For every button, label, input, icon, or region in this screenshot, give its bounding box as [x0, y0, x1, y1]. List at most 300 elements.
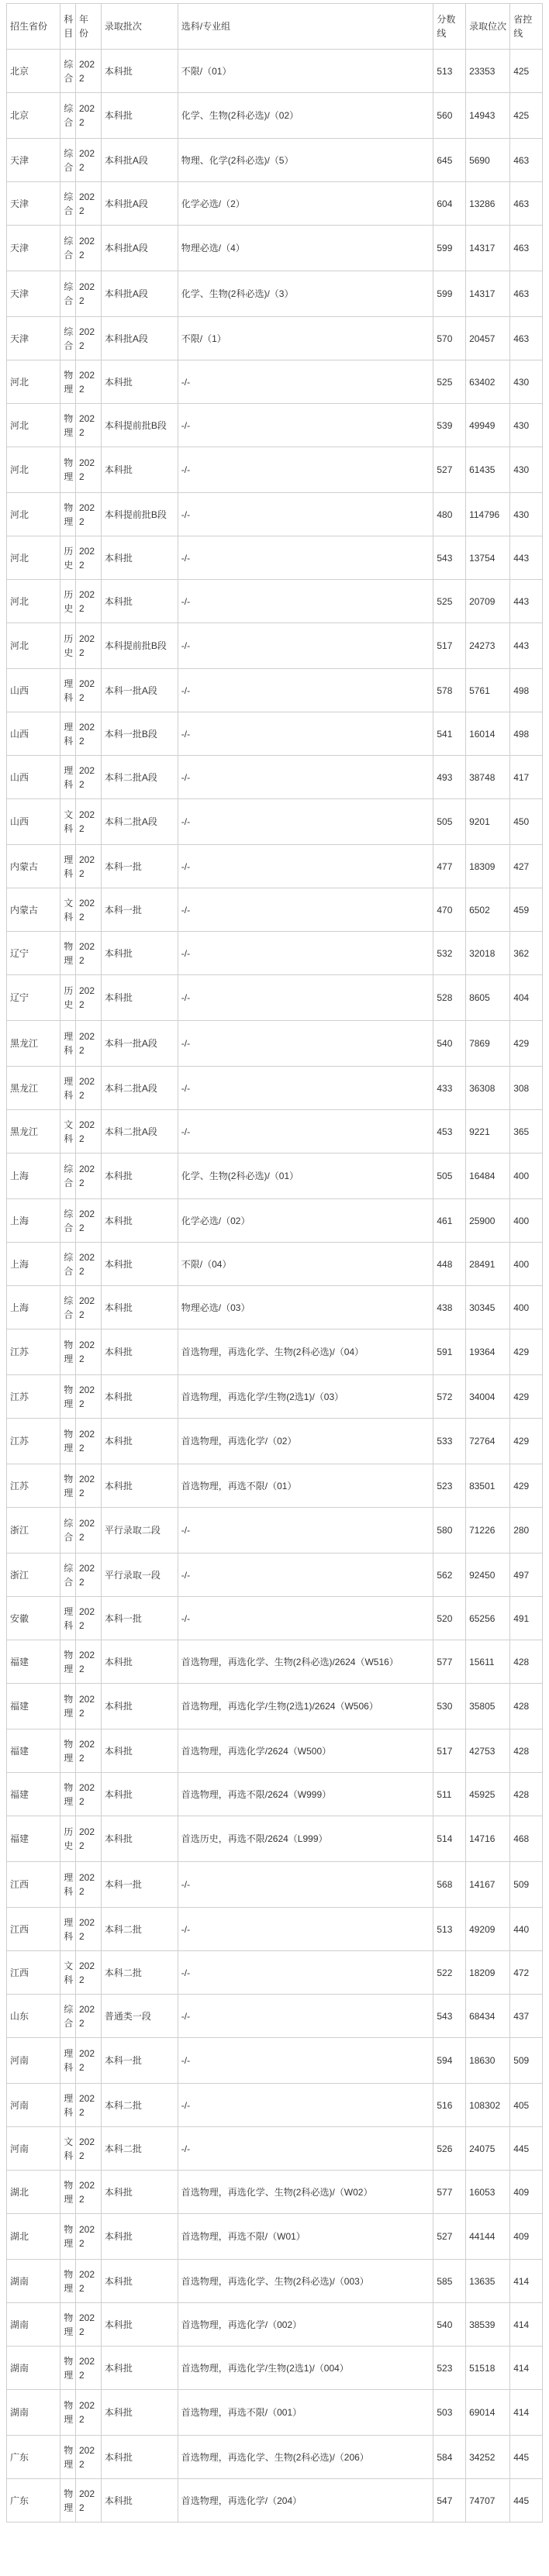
- cell-admission-rank: 38539: [466, 2303, 510, 2347]
- header-admission-rank: 录取位次: [466, 4, 510, 50]
- table-row: [7, 1729, 543, 1773]
- cell-batch: 本科批: [101, 2347, 178, 2390]
- cell-batch: 本科批: [101, 1419, 178, 1464]
- cell-score-line: 516: [433, 2084, 466, 2127]
- cell-subject-type: 理科: [60, 1597, 76, 1640]
- cell-control-line: 437: [510, 1995, 543, 2038]
- cell-control-line: 430: [510, 493, 543, 536]
- cell-admission-rank: 13754: [466, 536, 510, 580]
- cell-province: 河南: [7, 2038, 60, 2084]
- cell-province: 湖南: [7, 2347, 60, 2390]
- cell-score-line: 645: [433, 139, 466, 182]
- cell-subject-group: -/-: [178, 2084, 433, 2127]
- cell-batch: 本科批: [101, 1375, 178, 1419]
- cell-score-line: 599: [433, 226, 466, 271]
- cell-batch: 本科批: [101, 1684, 178, 1729]
- cell-subject-type: 理科: [60, 669, 76, 712]
- cell-subject-group: 化学、生物(2科必选)/（02）: [178, 93, 433, 139]
- cell-score-line: 532: [433, 932, 466, 975]
- cell-batch: 本科批: [101, 50, 178, 93]
- cell-admission-rank: 34004: [466, 1375, 510, 1419]
- cell-control-line: 409: [510, 2171, 543, 2214]
- cell-subject-type: 综合: [60, 50, 76, 93]
- cell-subject-type: 物理: [60, 493, 76, 536]
- cell-control-line: 440: [510, 1908, 543, 1951]
- cell-admission-rank: 9201: [466, 799, 510, 845]
- cell-batch: 本科一批A段: [101, 1021, 178, 1067]
- cell-year: 2022: [75, 2347, 101, 2390]
- cell-year: 2022: [75, 1684, 101, 1729]
- cell-control-line: 463: [510, 317, 543, 360]
- cell-admission-rank: 44144: [466, 2214, 510, 2260]
- cell-subject-group: 物理必选/（4）: [178, 226, 433, 271]
- cell-subject-group: -/-: [178, 1908, 433, 1951]
- cell-year: 2022: [75, 2171, 101, 2214]
- table-row: [7, 1951, 543, 1995]
- cell-province: 江西: [7, 1951, 60, 1995]
- cell-province: 河北: [7, 404, 60, 447]
- cell-subject-type: 理科: [60, 756, 76, 799]
- cell-control-line: 428: [510, 1773, 543, 1816]
- cell-batch: 本科一批: [101, 845, 178, 888]
- cell-year: 2022: [75, 845, 101, 888]
- cell-year: 2022: [75, 139, 101, 182]
- table-row: [7, 932, 543, 975]
- cell-year: 2022: [75, 2084, 101, 2127]
- cell-control-line: 362: [510, 932, 543, 975]
- cell-subject-type: 综合: [60, 226, 76, 271]
- cell-score-line: 477: [433, 845, 466, 888]
- cell-control-line: 445: [510, 2127, 543, 2171]
- table-row: [7, 2214, 543, 2260]
- table-row: [7, 1199, 543, 1243]
- cell-year: 2022: [75, 756, 101, 799]
- table-row: [7, 756, 543, 799]
- cell-admission-rank: 15611: [466, 1640, 510, 1684]
- cell-batch: 本科批: [101, 93, 178, 139]
- cell-score-line: 577: [433, 2171, 466, 2214]
- cell-score-line: 523: [433, 1464, 466, 1508]
- cell-batch: 本科二批: [101, 2127, 178, 2171]
- cell-control-line: 463: [510, 271, 543, 317]
- cell-admission-rank: 5690: [466, 139, 510, 182]
- cell-subject-group: -/-: [178, 404, 433, 447]
- cell-admission-rank: 51518: [466, 2347, 510, 2390]
- cell-subject-type: 物理: [60, 2214, 76, 2260]
- cell-batch: 本科一批: [101, 2038, 178, 2084]
- cell-province: 江苏: [7, 1375, 60, 1419]
- cell-subject-type: 理科: [60, 2038, 76, 2084]
- cell-province: 福建: [7, 1729, 60, 1773]
- cell-subject-type: 综合: [60, 1154, 76, 1199]
- cell-admission-rank: 28491: [466, 1243, 510, 1286]
- cell-score-line: 505: [433, 1154, 466, 1199]
- table-row: [7, 1464, 543, 1508]
- cell-score-line: 525: [433, 360, 466, 404]
- cell-admission-rank: 16014: [466, 712, 510, 756]
- cell-year: 2022: [75, 1021, 101, 1067]
- cell-score-line: 461: [433, 1199, 466, 1243]
- cell-year: 2022: [75, 182, 101, 226]
- cell-province: 山西: [7, 669, 60, 712]
- cell-score-line: 591: [433, 1329, 466, 1375]
- cell-control-line: 509: [510, 1862, 543, 1908]
- table-row: [7, 1067, 543, 1110]
- cell-subject-type: 文科: [60, 799, 76, 845]
- header-control-line: 省控线: [510, 4, 543, 50]
- cell-batch: 本科批: [101, 1729, 178, 1773]
- cell-subject-group: -/-: [178, 447, 433, 493]
- header-subject-group: 选科/专业组: [178, 4, 433, 50]
- cell-province: 上海: [7, 1243, 60, 1286]
- cell-batch: 本科批: [101, 536, 178, 580]
- cell-subject-group: -/-: [178, 669, 433, 712]
- cell-year: 2022: [75, 2479, 101, 2523]
- cell-score-line: 513: [433, 50, 466, 93]
- cell-subject-group: -/-: [178, 845, 433, 888]
- cell-year: 2022: [75, 1597, 101, 1640]
- cell-admission-rank: 35805: [466, 1684, 510, 1729]
- cell-batch: 本科提前批B段: [101, 623, 178, 669]
- table-row: [7, 2479, 543, 2523]
- cell-subject-type: 综合: [60, 139, 76, 182]
- cell-year: 2022: [75, 317, 101, 360]
- cell-admission-rank: 36308: [466, 1067, 510, 1110]
- cell-control-line: 405: [510, 2084, 543, 2127]
- cell-control-line: 430: [510, 404, 543, 447]
- cell-province: 北京: [7, 50, 60, 93]
- table-row: [7, 1508, 543, 1554]
- cell-admission-rank: 14317: [466, 271, 510, 317]
- cell-admission-rank: 23353: [466, 50, 510, 93]
- cell-subject-type: 理科: [60, 1021, 76, 1067]
- cell-subject-group: 首选物理，再选化学/（02）: [178, 1419, 433, 1464]
- cell-score-line: 520: [433, 1597, 466, 1640]
- cell-year: 2022: [75, 1862, 101, 1908]
- cell-control-line: 404: [510, 975, 543, 1021]
- cell-province: 浙江: [7, 1508, 60, 1554]
- table-row: [7, 271, 543, 317]
- cell-subject-group: 首选物理，再选化学/（002）: [178, 2303, 433, 2347]
- table-row: [7, 1329, 543, 1375]
- table-row: [7, 2303, 543, 2347]
- cell-batch: 本科批: [101, 2303, 178, 2347]
- cell-year: 2022: [75, 1554, 101, 1597]
- cell-subject-group: -/-: [178, 712, 433, 756]
- cell-batch: 本科一批: [101, 1597, 178, 1640]
- cell-admission-rank: 49949: [466, 404, 510, 447]
- cell-score-line: 543: [433, 536, 466, 580]
- table-row: [7, 1995, 543, 2038]
- cell-batch: 本科批A段: [101, 271, 178, 317]
- cell-province: 北京: [7, 93, 60, 139]
- cell-score-line: 527: [433, 447, 466, 493]
- cell-batch: 本科二批: [101, 1951, 178, 1995]
- cell-batch: 本科批: [101, 1199, 178, 1243]
- cell-province: 湖北: [7, 2214, 60, 2260]
- table-row: [7, 1375, 543, 1419]
- cell-batch: 本科批: [101, 1773, 178, 1816]
- table-row: [7, 1154, 543, 1199]
- cell-score-line: 514: [433, 1816, 466, 1862]
- cell-province: 江苏: [7, 1329, 60, 1375]
- cell-subject-group: 化学必选/（2）: [178, 182, 433, 226]
- cell-subject-group: 首选物理，再选化学/生物(2选1)/（004）: [178, 2347, 433, 2390]
- cell-province: 天津: [7, 139, 60, 182]
- table-header-row: [7, 4, 543, 50]
- cell-province: 湖南: [7, 2260, 60, 2303]
- cell-province: 河北: [7, 360, 60, 404]
- cell-subject-group: -/-: [178, 360, 433, 404]
- cell-year: 2022: [75, 1199, 101, 1243]
- cell-subject-type: 物理: [60, 1329, 76, 1375]
- cell-batch: 本科批A段: [101, 317, 178, 360]
- cell-subject-group: 化学、生物(2科必选)/（01）: [178, 1154, 433, 1199]
- cell-score-line: 599: [433, 271, 466, 317]
- cell-admission-rank: 14943: [466, 93, 510, 139]
- cell-control-line: 450: [510, 799, 543, 845]
- cell-subject-group: 首选物理，再选化学、生物(2科必选)/（04）: [178, 1329, 433, 1375]
- cell-year: 2022: [75, 1729, 101, 1773]
- cell-province: 山西: [7, 756, 60, 799]
- cell-subject-type: 物理: [60, 2390, 76, 2436]
- table-row: [7, 623, 543, 669]
- table-row: [7, 888, 543, 932]
- cell-subject-group: -/-: [178, 1597, 433, 1640]
- cell-batch: 本科提前批B段: [101, 493, 178, 536]
- cell-subject-group: -/-: [178, 756, 433, 799]
- cell-year: 2022: [75, 1419, 101, 1464]
- cell-province: 河北: [7, 536, 60, 580]
- cell-batch: 本科批: [101, 2479, 178, 2523]
- cell-score-line: 604: [433, 182, 466, 226]
- cell-province: 河南: [7, 2084, 60, 2127]
- table-row: [7, 1419, 543, 1464]
- cell-control-line: 491: [510, 1597, 543, 1640]
- cell-batch: 本科一批B段: [101, 712, 178, 756]
- cell-control-line: 427: [510, 845, 543, 888]
- cell-year: 2022: [75, 2214, 101, 2260]
- cell-admission-rank: 8605: [466, 975, 510, 1021]
- cell-admission-rank: 45925: [466, 1773, 510, 1816]
- cell-province: 福建: [7, 1684, 60, 1729]
- cell-subject-type: 理科: [60, 1067, 76, 1110]
- cell-control-line: 463: [510, 182, 543, 226]
- cell-province: 福建: [7, 1640, 60, 1684]
- cell-subject-type: 理科: [60, 1862, 76, 1908]
- cell-province: 天津: [7, 271, 60, 317]
- cell-batch: 本科批: [101, 1464, 178, 1508]
- cell-year: 2022: [75, 1816, 101, 1862]
- cell-admission-rank: 108302: [466, 2084, 510, 2127]
- cell-score-line: 533: [433, 1419, 466, 1464]
- cell-control-line: 463: [510, 139, 543, 182]
- cell-year: 2022: [75, 1995, 101, 2038]
- cell-score-line: 503: [433, 2390, 466, 2436]
- cell-score-line: 527: [433, 2214, 466, 2260]
- cell-admission-rank: 74707: [466, 2479, 510, 2523]
- cell-score-line: 568: [433, 1862, 466, 1908]
- cell-admission-rank: 34252: [466, 2436, 510, 2479]
- cell-score-line: 539: [433, 404, 466, 447]
- cell-batch: 本科一批A段: [101, 669, 178, 712]
- table-row: [7, 139, 543, 182]
- cell-control-line: 430: [510, 447, 543, 493]
- cell-admission-rank: 38748: [466, 756, 510, 799]
- cell-subject-group: -/-: [178, 1067, 433, 1110]
- cell-subject-type: 物理: [60, 2347, 76, 2390]
- cell-year: 2022: [75, 404, 101, 447]
- cell-batch: 本科一批: [101, 1862, 178, 1908]
- cell-score-line: 594: [433, 2038, 466, 2084]
- cell-admission-rank: 61435: [466, 447, 510, 493]
- cell-year: 2022: [75, 1110, 101, 1154]
- cell-control-line: 414: [510, 2260, 543, 2303]
- cell-province: 湖北: [7, 2171, 60, 2214]
- table-row: [7, 182, 543, 226]
- cell-control-line: 428: [510, 1684, 543, 1729]
- cell-admission-rank: 18209: [466, 1951, 510, 1995]
- cell-year: 2022: [75, 271, 101, 317]
- cell-subject-group: 首选物理，再选化学、生物(2科必选)/2624（W516）: [178, 1640, 433, 1684]
- cell-batch: 本科二批A段: [101, 1067, 178, 1110]
- table-row: [7, 2436, 543, 2479]
- cell-admission-rank: 49209: [466, 1908, 510, 1951]
- cell-province: 上海: [7, 1199, 60, 1243]
- cell-control-line: 400: [510, 1199, 543, 1243]
- cell-control-line: 400: [510, 1286, 543, 1329]
- cell-admission-rank: 30345: [466, 1286, 510, 1329]
- cell-year: 2022: [75, 536, 101, 580]
- cell-subject-group: -/-: [178, 1508, 433, 1554]
- cell-subject-type: 文科: [60, 1110, 76, 1154]
- cell-subject-group: -/-: [178, 2038, 433, 2084]
- cell-score-line: 540: [433, 1021, 466, 1067]
- table-body: [7, 50, 543, 2523]
- cell-province: 湖南: [7, 2303, 60, 2347]
- cell-subject-group: 物理、化学(2科必选)/（5）: [178, 139, 433, 182]
- cell-admission-rank: 20457: [466, 317, 510, 360]
- cell-admission-rank: 9221: [466, 1110, 510, 1154]
- cell-province: 河北: [7, 447, 60, 493]
- cell-subject-group: -/-: [178, 1110, 433, 1154]
- cell-score-line: 511: [433, 1773, 466, 1816]
- cell-subject-group: 不限/（04）: [178, 1243, 433, 1286]
- cell-admission-rank: 19364: [466, 1329, 510, 1375]
- cell-province: 河北: [7, 623, 60, 669]
- cell-admission-rank: 32018: [466, 932, 510, 975]
- table-row: [7, 2347, 543, 2390]
- cell-score-line: 526: [433, 2127, 466, 2171]
- cell-subject-type: 综合: [60, 1286, 76, 1329]
- cell-control-line: 443: [510, 623, 543, 669]
- table-row: [7, 1908, 543, 1951]
- cell-province: 河南: [7, 2127, 60, 2171]
- cell-subject-type: 物理: [60, 2171, 76, 2214]
- cell-batch: 本科二批A段: [101, 799, 178, 845]
- table-row: [7, 317, 543, 360]
- cell-batch: 本科批: [101, 2214, 178, 2260]
- cell-admission-rank: 25900: [466, 1199, 510, 1243]
- table-row: [7, 2390, 543, 2436]
- cell-admission-rank: 16484: [466, 1154, 510, 1199]
- table-row: [7, 2127, 543, 2171]
- table-row: [7, 1110, 543, 1154]
- table-row: [7, 50, 543, 93]
- table-row: [7, 845, 543, 888]
- cell-control-line: 443: [510, 536, 543, 580]
- cell-province: 黑龙江: [7, 1110, 60, 1154]
- cell-year: 2022: [75, 712, 101, 756]
- cell-control-line: 365: [510, 1110, 543, 1154]
- header-year: 年份: [75, 4, 101, 50]
- cell-province: 江苏: [7, 1464, 60, 1508]
- cell-control-line: 445: [510, 2436, 543, 2479]
- cell-province: 广东: [7, 2436, 60, 2479]
- cell-year: 2022: [75, 932, 101, 975]
- table-row: [7, 1597, 543, 1640]
- cell-subject-group: -/-: [178, 1554, 433, 1597]
- cell-year: 2022: [75, 1067, 101, 1110]
- cell-admission-rank: 63402: [466, 360, 510, 404]
- cell-subject-type: 理科: [60, 845, 76, 888]
- cell-year: 2022: [75, 1154, 101, 1199]
- cell-admission-rank: 114796: [466, 493, 510, 536]
- cell-batch: 本科批: [101, 1243, 178, 1286]
- cell-year: 2022: [75, 447, 101, 493]
- cell-control-line: 445: [510, 2479, 543, 2523]
- cell-score-line: 572: [433, 1375, 466, 1419]
- table-row: [7, 226, 543, 271]
- cell-control-line: 443: [510, 580, 543, 623]
- cell-admission-rank: 16053: [466, 2171, 510, 2214]
- cell-control-line: 509: [510, 2038, 543, 2084]
- cell-score-line: 528: [433, 975, 466, 1021]
- cell-batch: 本科批: [101, 2260, 178, 2303]
- cell-subject-group: -/-: [178, 1995, 433, 2038]
- cell-batch: 本科批: [101, 2171, 178, 2214]
- table-row: [7, 1862, 543, 1908]
- cell-control-line: 498: [510, 712, 543, 756]
- cell-subject-type: 文科: [60, 1951, 76, 1995]
- cell-subject-type: 综合: [60, 93, 76, 139]
- cell-subject-group: 首选物理，再选化学、生物(2科必选)/（206）: [178, 2436, 433, 2479]
- cell-control-line: 280: [510, 1508, 543, 1554]
- cell-admission-rank: 24273: [466, 623, 510, 669]
- cell-score-line: 584: [433, 2436, 466, 2479]
- cell-batch: 本科批: [101, 975, 178, 1021]
- cell-subject-group: -/-: [178, 2127, 433, 2171]
- cell-batch: 本科二批A段: [101, 756, 178, 799]
- cell-control-line: 430: [510, 360, 543, 404]
- cell-control-line: 468: [510, 1816, 543, 1862]
- cell-subject-type: 物理: [60, 2436, 76, 2479]
- cell-score-line: 470: [433, 888, 466, 932]
- cell-subject-type: 综合: [60, 317, 76, 360]
- cell-admission-rank: 20709: [466, 580, 510, 623]
- cell-admission-rank: 83501: [466, 1464, 510, 1508]
- cell-subject-type: 理科: [60, 1908, 76, 1951]
- cell-batch: 本科批: [101, 360, 178, 404]
- cell-province: 天津: [7, 182, 60, 226]
- cell-province: 山西: [7, 799, 60, 845]
- cell-subject-type: 历史: [60, 536, 76, 580]
- cell-year: 2022: [75, 623, 101, 669]
- cell-subject-group: 首选物理，再选不限/（001）: [178, 2390, 433, 2436]
- cell-subject-group: -/-: [178, 623, 433, 669]
- cell-control-line: 429: [510, 1464, 543, 1508]
- cell-subject-type: 物理: [60, 1773, 76, 1816]
